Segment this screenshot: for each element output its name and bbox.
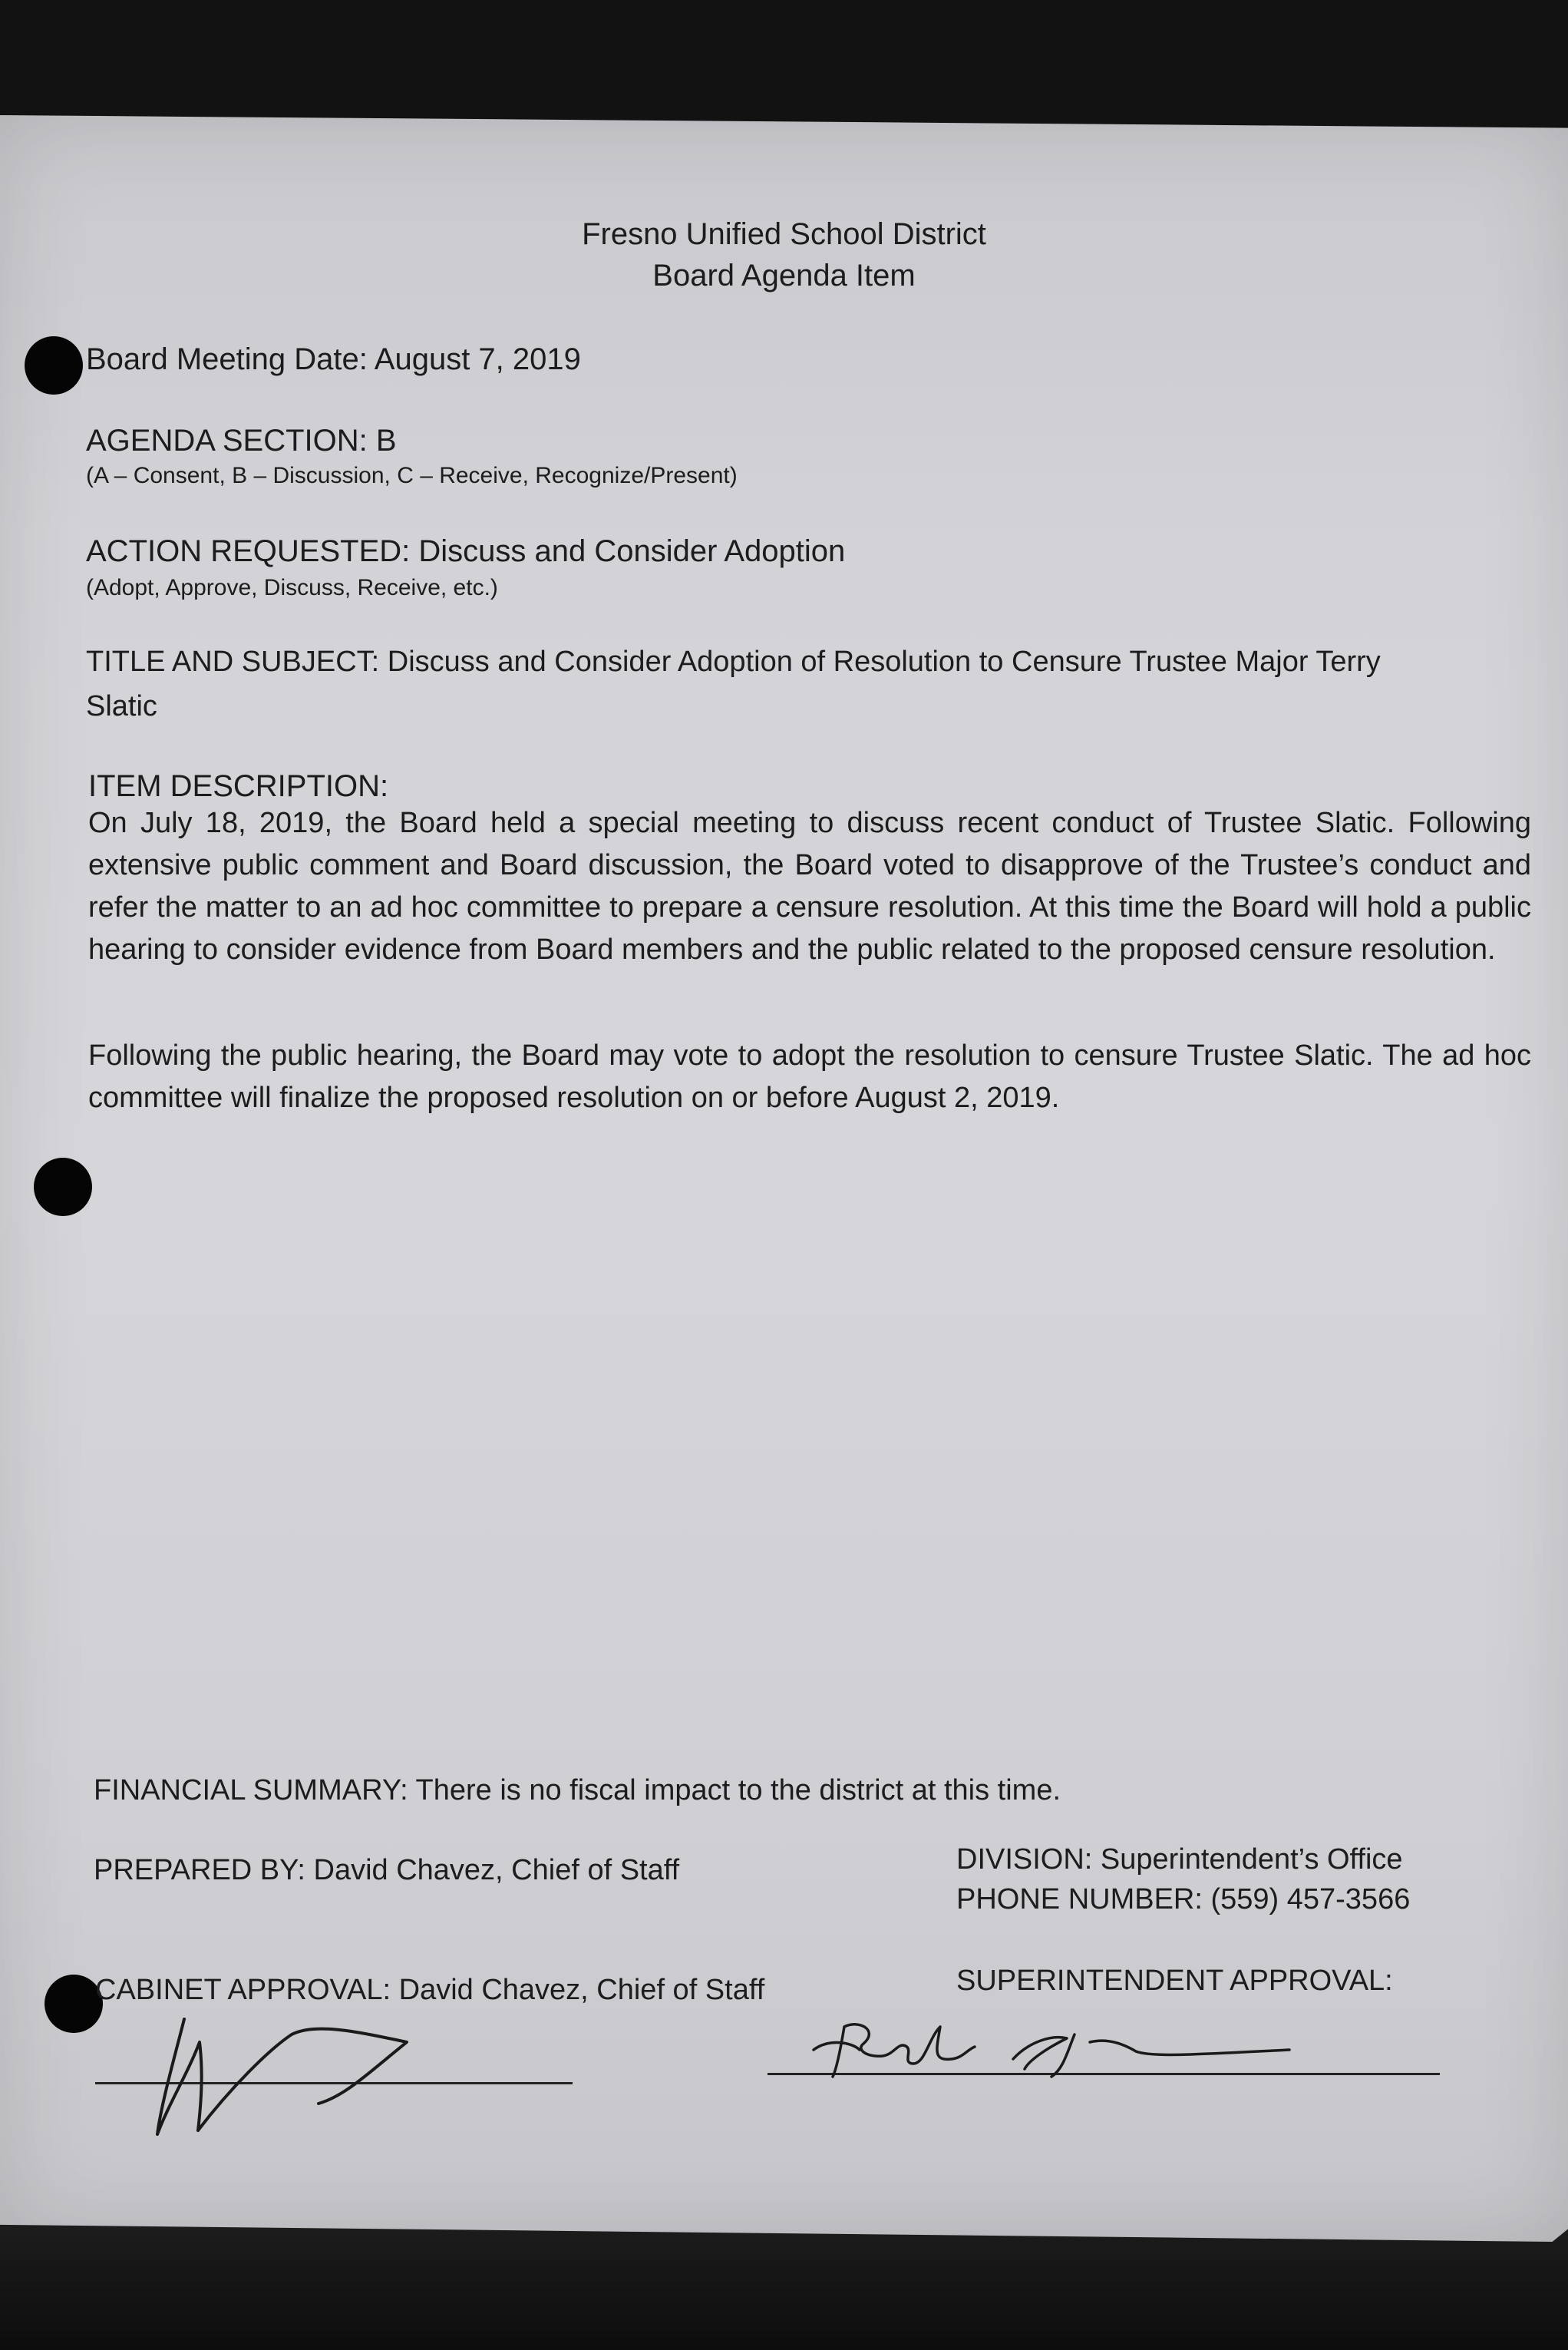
financial-summary: FINANCIAL SUMMARY: There is no fiscal impact to the district at this time. (94, 1774, 1061, 1806)
title-subject-line1: TITLE AND SUBJECT: Discuss and Consider Adoption of Resolution to Censure Trustee Major Terry (86, 646, 1381, 678)
superintendent-approval: SUPERINTENDENT APPROVAL: (956, 1965, 1393, 1997)
item-description-paragraph1: On July 18, 2019, the Board held a special meeting to discuss recent conduct of Trustee Slatic. Following extensive public comment and Board discussion, the Board voted to disapprove of the Trustee’s conduct and refer the matter to an ad hoc committee to prepare a censure resolution. At this time the Board will hold a public hearing to consider evidence from Board members and the public related to the proposed censure resolution. (88, 807, 1531, 966)
agenda-section-note: (A – Consent, B – Discussion, C – Receive, Recognize/Present) (86, 463, 738, 488)
superintendent-signature-image (798, 1996, 1320, 2088)
punch-hole-bottom (45, 1975, 103, 2033)
document-type: Board Agenda Item (652, 259, 916, 293)
action-requested-note: (Adopt, Approve, Discuss, Receive, etc.) (86, 575, 498, 600)
agenda-section: AGENDA SECTION: B (86, 424, 397, 458)
phone-number: PHONE NUMBER: (559) 457-3566 (956, 1883, 1411, 1915)
title-subject-line2: Slatic (86, 690, 157, 722)
item-description-paragraph2: Following the public hearing, the Board may vote to adopt the resolution to censure Trustee Slatic. The ad hoc committee will finalize the proposed resolution on or before August 2, 2019. (88, 1039, 1531, 1114)
prepared-by: PREPARED BY: David Chavez, Chief of Staff (94, 1854, 680, 1886)
cabinet-approval: CABINET APPROVAL: David Chavez, Chief of Staff (95, 1974, 765, 2006)
action-requested: ACTION REQUESTED: Discuss and Consider Adoption (86, 534, 846, 568)
meeting-date: Board Meeting Date: August 7, 2019 (86, 342, 581, 376)
cabinet-signature-image (115, 1988, 484, 2142)
punch-hole-middle (34, 1158, 92, 1216)
item-description-heading: ITEM DESCRIPTION: (88, 769, 389, 803)
punch-hole-top (25, 336, 83, 395)
division: DIVISION: Superintendent’s Office (956, 1843, 1403, 1876)
district-name: Fresno Unified School District (582, 217, 986, 251)
